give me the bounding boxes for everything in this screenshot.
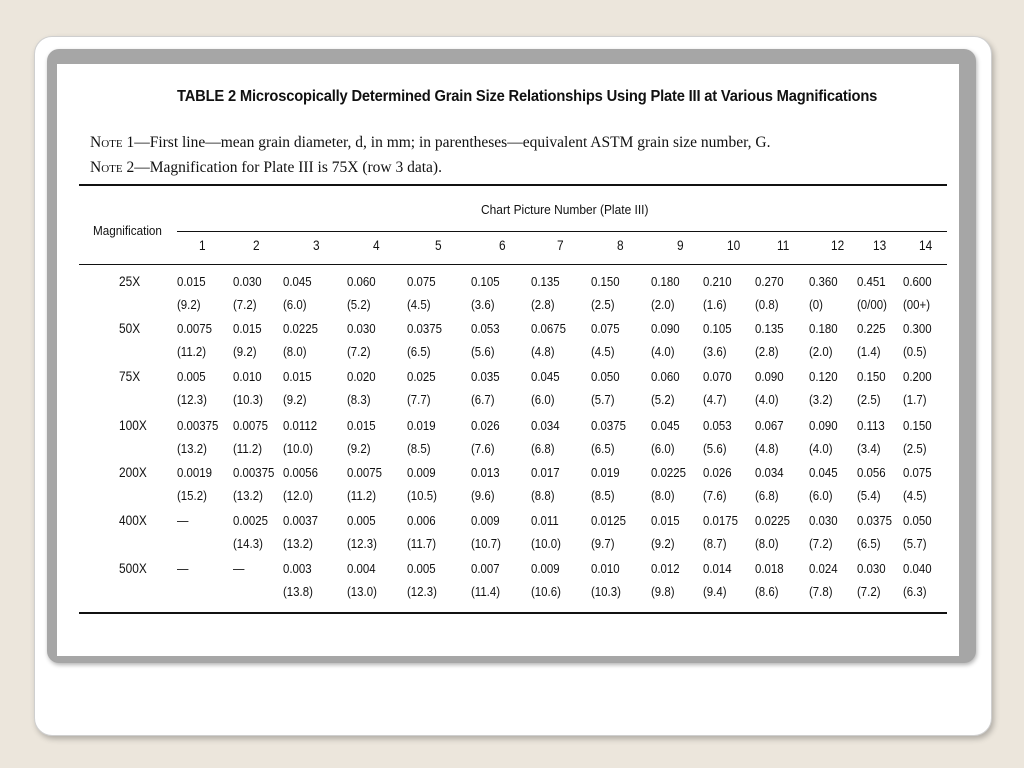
- astm-number-cell: (11.2): [347, 488, 377, 503]
- astm-number-cell: (4.0): [651, 344, 675, 359]
- grain-diameter-cell: 0.451: [857, 274, 886, 289]
- astm-number-cell: (11.4): [471, 584, 501, 599]
- grain-diameter-cell: 0.075: [407, 274, 436, 289]
- astm-number-cell: (7.6): [703, 488, 727, 503]
- grain-diameter-cell: 0.075: [903, 465, 932, 480]
- column-header: 1: [199, 238, 206, 253]
- grain-diameter-cell: 0.0025: [233, 513, 268, 528]
- magnification-cell: 25X: [119, 274, 141, 289]
- astm-number-cell: (3.6): [471, 297, 495, 312]
- grain-diameter-cell: 0.030: [809, 513, 838, 528]
- grain-diameter-cell: 0.011: [531, 513, 559, 528]
- grain-diameter-cell: 0.090: [755, 369, 784, 384]
- astm-number-cell: (6.0): [809, 488, 833, 503]
- note-2: [90, 159, 442, 177]
- astm-number-cell: (10.6): [531, 584, 561, 599]
- astm-number-cell: (13.0): [347, 584, 377, 599]
- column-header: 4: [373, 238, 380, 253]
- astm-number-cell: (9.2): [177, 297, 201, 312]
- grain-diameter-cell: 0.005: [347, 513, 376, 528]
- grain-diameter-cell: 0.0175: [703, 513, 738, 528]
- grain-diameter-cell: 0.015: [651, 513, 680, 528]
- grain-diameter-cell: 0.026: [703, 465, 732, 480]
- astm-number-cell: (7.6): [471, 441, 495, 456]
- astm-number-cell: (6.5): [407, 344, 431, 359]
- grain-diameter-cell: 0.019: [407, 418, 436, 433]
- grain-diameter-cell: 0.020: [347, 369, 376, 384]
- grain-diameter-cell: 0.105: [703, 321, 732, 336]
- note-1-tag: Note 1: [90, 134, 135, 151]
- grain-diameter-cell: 0.270: [755, 274, 784, 289]
- astm-number-cell: (0.5): [903, 344, 927, 359]
- astm-number-cell: (9.2): [651, 536, 675, 551]
- astm-number-cell: (2.5): [857, 392, 881, 407]
- astm-number-cell: (10.0): [531, 536, 561, 551]
- column-header: 7: [557, 238, 564, 253]
- grain-diameter-cell: 0.050: [903, 513, 932, 528]
- astm-number-cell: (6.7): [471, 392, 495, 407]
- astm-number-cell: (7.2): [809, 536, 833, 551]
- grain-diameter-cell: 0.045: [531, 369, 560, 384]
- grain-diameter-cell: 0.005: [177, 369, 206, 384]
- grain-diameter-cell: —: [233, 561, 245, 576]
- astm-number-cell: (12.3): [347, 536, 377, 551]
- astm-number-cell: (7.2): [233, 297, 257, 312]
- column-header: 11: [777, 238, 790, 253]
- grain-diameter-cell: 0.300: [903, 321, 932, 336]
- astm-number-cell: (2.8): [531, 297, 555, 312]
- grain-diameter-cell: 0.0375: [407, 321, 442, 336]
- column-header: 3: [313, 238, 320, 253]
- grain-diameter-cell: 0.007: [471, 561, 500, 576]
- grain-diameter-cell: 0.053: [471, 321, 500, 336]
- astm-number-cell: (3.6): [703, 344, 727, 359]
- grain-diameter-cell: 0.053: [703, 418, 732, 433]
- astm-number-cell: (4.8): [755, 441, 779, 456]
- grain-diameter-cell: 0.009: [407, 465, 436, 480]
- column-header: 12: [831, 238, 845, 253]
- grain-diameter-cell: 0.225: [857, 321, 886, 336]
- grain-diameter-cell: 0.060: [651, 369, 680, 384]
- astm-number-cell: (2.0): [651, 297, 675, 312]
- grain-diameter-cell: 0.0075: [177, 321, 212, 336]
- grain-diameter-cell: —: [177, 513, 189, 528]
- astm-number-cell: (7.8): [809, 584, 833, 599]
- astm-number-cell: (3.2): [809, 392, 833, 407]
- grain-diameter-cell: 0.040: [903, 561, 932, 576]
- astm-number-cell: (1.6): [703, 297, 727, 312]
- note-2-tag: Note 2: [90, 159, 135, 176]
- grain-diameter-cell: 0.010: [591, 561, 620, 576]
- astm-number-cell: (10.5): [407, 488, 437, 503]
- astm-number-cell: (1.4): [857, 344, 881, 359]
- grain-diameter-cell: 0.105: [471, 274, 500, 289]
- astm-number-cell: (10.3): [233, 392, 263, 407]
- grain-diameter-cell: 0.025: [407, 369, 436, 384]
- magnification-cell: 400X: [119, 513, 147, 528]
- grain-diameter-cell: 0.009: [531, 561, 560, 576]
- grain-diameter-cell: 0.0056: [283, 465, 318, 480]
- astm-number-cell: (5.2): [347, 297, 371, 312]
- magnification-header: Magnification: [93, 223, 162, 238]
- astm-number-cell: (9.6): [471, 488, 495, 503]
- grain-diameter-cell: 0.012: [651, 561, 680, 576]
- grain-diameter-cell: 0.180: [809, 321, 838, 336]
- astm-number-cell: (15.2): [177, 488, 207, 503]
- astm-number-cell: (6.0): [283, 297, 307, 312]
- astm-number-cell: (2.0): [809, 344, 833, 359]
- column-header: 2: [253, 238, 260, 253]
- astm-number-cell: (7.2): [347, 344, 371, 359]
- astm-number-cell: (8.3): [347, 392, 371, 407]
- column-header: 5: [435, 238, 442, 253]
- astm-number-cell: (5.2): [651, 392, 675, 407]
- table-bottom-rule: [79, 612, 947, 614]
- grain-diameter-cell: 0.060: [347, 274, 376, 289]
- scanned-table-image: [57, 64, 959, 656]
- astm-number-cell: (2.5): [591, 297, 615, 312]
- grain-diameter-cell: 0.120: [809, 369, 838, 384]
- grain-diameter-cell: 0.00375: [233, 465, 275, 480]
- astm-number-cell: (4.8): [531, 344, 555, 359]
- grain-diameter-cell: 0.024: [809, 561, 838, 576]
- grain-diameter-cell: 0.014: [703, 561, 732, 576]
- astm-number-cell: (00+): [903, 297, 931, 312]
- astm-number-cell: (13.2): [283, 536, 313, 551]
- astm-number-cell: (2.5): [903, 441, 927, 456]
- grain-diameter-cell: 0.0375: [857, 513, 892, 528]
- magnification-cell: 200X: [119, 465, 147, 480]
- astm-number-cell: (5.4): [857, 488, 881, 503]
- grain-diameter-cell: 0.0075: [233, 418, 268, 433]
- grain-diameter-cell: 0.067: [755, 418, 784, 433]
- astm-number-cell: (12.0): [283, 488, 313, 503]
- grain-diameter-cell: 0.090: [651, 321, 680, 336]
- grain-diameter-cell: 0.135: [531, 274, 560, 289]
- astm-number-cell: (4.7): [703, 392, 727, 407]
- grain-diameter-cell: 0.030: [347, 321, 376, 336]
- astm-number-cell: (11.2): [177, 344, 207, 359]
- grain-diameter-cell: 0.056: [857, 465, 886, 480]
- grain-diameter-cell: 0.026: [471, 418, 500, 433]
- astm-number-cell: (11.2): [233, 441, 263, 456]
- astm-number-cell: (3.4): [857, 441, 881, 456]
- astm-number-cell: (8.6): [755, 584, 779, 599]
- grain-diameter-cell: 0.0019: [177, 465, 212, 480]
- grain-diameter-cell: 0.360: [809, 274, 838, 289]
- astm-number-cell: (6.0): [531, 392, 555, 407]
- astm-number-cell: (4.0): [809, 441, 833, 456]
- grain-diameter-cell: 0.015: [347, 418, 376, 433]
- note-2-text: —Magnification for Plate III is 75X (row 3 data).: [134, 159, 442, 176]
- astm-number-cell: (1.7): [903, 392, 927, 407]
- grain-diameter-cell: 0.045: [651, 418, 680, 433]
- note-1-text: —First line—mean grain diameter, d, in mm; in parentheses—equivalent ASTM grain size number, G.: [134, 134, 771, 151]
- grain-diameter-cell: 0.010: [233, 369, 262, 384]
- astm-number-cell: (8.5): [407, 441, 431, 456]
- astm-number-cell: (0): [809, 297, 823, 312]
- astm-number-cell: (4.5): [407, 297, 431, 312]
- grain-diameter-cell: 0.019: [591, 465, 620, 480]
- astm-number-cell: (10.7): [471, 536, 501, 551]
- table-title: TABLE 2 Microscopically Determined Grain Size Relationships Using Plate III at Various Magnifications: [177, 88, 878, 105]
- grain-diameter-cell: 0.009: [471, 513, 500, 528]
- grain-diameter-cell: 0.090: [809, 418, 838, 433]
- table-top-rule: [79, 184, 947, 186]
- astm-number-cell: (9.4): [703, 584, 727, 599]
- grain-diameter-cell: 0.0375: [591, 418, 626, 433]
- grain-diameter-cell: 0.135: [755, 321, 784, 336]
- grain-diameter-cell: 0.0675: [531, 321, 566, 336]
- astm-number-cell: (12.3): [407, 584, 437, 599]
- magnification-cell: 50X: [119, 321, 141, 336]
- astm-number-cell: (9.8): [651, 584, 675, 599]
- astm-number-cell: (8.8): [531, 488, 555, 503]
- grain-diameter-cell: 0.035: [471, 369, 500, 384]
- column-group-rule: [177, 231, 947, 232]
- astm-number-cell: (13.8): [283, 584, 313, 599]
- grain-diameter-cell: 0.180: [651, 274, 680, 289]
- astm-number-cell: (9.2): [347, 441, 371, 456]
- astm-number-cell: (11.7): [407, 536, 437, 551]
- astm-number-cell: (4.5): [903, 488, 927, 503]
- grain-diameter-cell: 0.034: [755, 465, 784, 480]
- astm-number-cell: (8.0): [755, 536, 779, 551]
- astm-number-cell: (12.3): [177, 392, 207, 407]
- grain-diameter-cell: 0.045: [809, 465, 838, 480]
- grain-diameter-cell: 0.150: [857, 369, 886, 384]
- astm-number-cell: (8.0): [283, 344, 307, 359]
- astm-number-cell: (5.7): [903, 536, 927, 551]
- chart-picture-header: Chart Picture Number (Plate III): [481, 202, 649, 217]
- astm-number-cell: (4.5): [591, 344, 615, 359]
- grain-diameter-cell: 0.150: [903, 418, 932, 433]
- grain-diameter-cell: 0.018: [755, 561, 784, 576]
- astm-number-cell: (14.3): [233, 536, 263, 551]
- astm-number-cell: (8.0): [651, 488, 675, 503]
- magnification-cell: 100X: [119, 418, 147, 433]
- grain-diameter-cell: 0.0225: [283, 321, 318, 336]
- grain-diameter-cell: 0.030: [857, 561, 886, 576]
- astm-number-cell: (5.6): [471, 344, 495, 359]
- grain-diameter-cell: 0.075: [591, 321, 620, 336]
- grain-diameter-cell: 0.015: [177, 274, 206, 289]
- astm-number-cell: (0.8): [755, 297, 779, 312]
- grain-diameter-cell: 0.210: [703, 274, 732, 289]
- grain-diameter-cell: 0.0225: [651, 465, 686, 480]
- header-bottom-rule: [79, 264, 947, 265]
- astm-number-cell: (6.5): [857, 536, 881, 551]
- astm-number-cell: (6.5): [591, 441, 615, 456]
- grain-diameter-cell: 0.00375: [177, 418, 219, 433]
- grain-diameter-cell: 0.600: [903, 274, 932, 289]
- astm-number-cell: (10.3): [591, 584, 621, 599]
- grain-diameter-cell: 0.006: [407, 513, 436, 528]
- magnification-cell: 75X: [119, 369, 141, 384]
- astm-number-cell: (5.6): [703, 441, 727, 456]
- grain-diameter-cell: 0.013: [471, 465, 500, 480]
- grain-diameter-cell: 0.015: [233, 321, 262, 336]
- grain-diameter-cell: 0.0075: [347, 465, 382, 480]
- magnification-cell: 500X: [119, 561, 147, 576]
- column-header: 13: [873, 238, 887, 253]
- astm-number-cell: (8.7): [703, 536, 727, 551]
- astm-number-cell: (13.2): [177, 441, 207, 456]
- note-1: [90, 134, 770, 152]
- astm-number-cell: (9.7): [591, 536, 615, 551]
- astm-number-cell: (6.8): [531, 441, 555, 456]
- astm-number-cell: (7.7): [407, 392, 431, 407]
- grain-diameter-cell: 0.050: [591, 369, 620, 384]
- grain-diameter-cell: —: [177, 561, 189, 576]
- grain-diameter-cell: 0.150: [591, 274, 620, 289]
- column-header: 14: [919, 238, 933, 253]
- astm-number-cell: (6.0): [651, 441, 675, 456]
- grain-diameter-cell: 0.030: [233, 274, 262, 289]
- astm-number-cell: (6.3): [903, 584, 927, 599]
- grain-diameter-cell: 0.0112: [283, 418, 318, 433]
- astm-number-cell: (5.7): [591, 392, 615, 407]
- grain-diameter-cell: 0.113: [857, 418, 885, 433]
- grain-diameter-cell: 0.0125: [591, 513, 626, 528]
- astm-number-cell: (7.2): [857, 584, 881, 599]
- grain-diameter-cell: 0.0225: [755, 513, 790, 528]
- grain-diameter-cell: 0.045: [283, 274, 312, 289]
- grain-diameter-cell: 0.017: [531, 465, 560, 480]
- astm-number-cell: (2.8): [755, 344, 779, 359]
- column-header: 9: [677, 238, 684, 253]
- grain-diameter-cell: 0.015: [283, 369, 312, 384]
- astm-number-cell: (10.0): [283, 441, 313, 456]
- grain-diameter-cell: 0.004: [347, 561, 376, 576]
- grain-diameter-cell: 0.070: [703, 369, 732, 384]
- grain-diameter-cell: 0.200: [903, 369, 932, 384]
- astm-number-cell: (0/00): [857, 297, 887, 312]
- column-header: 10: [727, 238, 741, 253]
- astm-number-cell: (6.8): [755, 488, 779, 503]
- grain-diameter-cell: 0.0037: [283, 513, 318, 528]
- column-header: 6: [499, 238, 506, 253]
- astm-number-cell: (4.0): [755, 392, 779, 407]
- astm-number-cell: (9.2): [283, 392, 307, 407]
- astm-number-cell: (9.2): [233, 344, 257, 359]
- column-header: 8: [617, 238, 624, 253]
- grain-diameter-cell: 0.003: [283, 561, 312, 576]
- grain-diameter-cell: 0.034: [531, 418, 560, 433]
- astm-number-cell: (13.2): [233, 488, 263, 503]
- astm-number-cell: (8.5): [591, 488, 615, 503]
- grain-diameter-cell: 0.005: [407, 561, 436, 576]
